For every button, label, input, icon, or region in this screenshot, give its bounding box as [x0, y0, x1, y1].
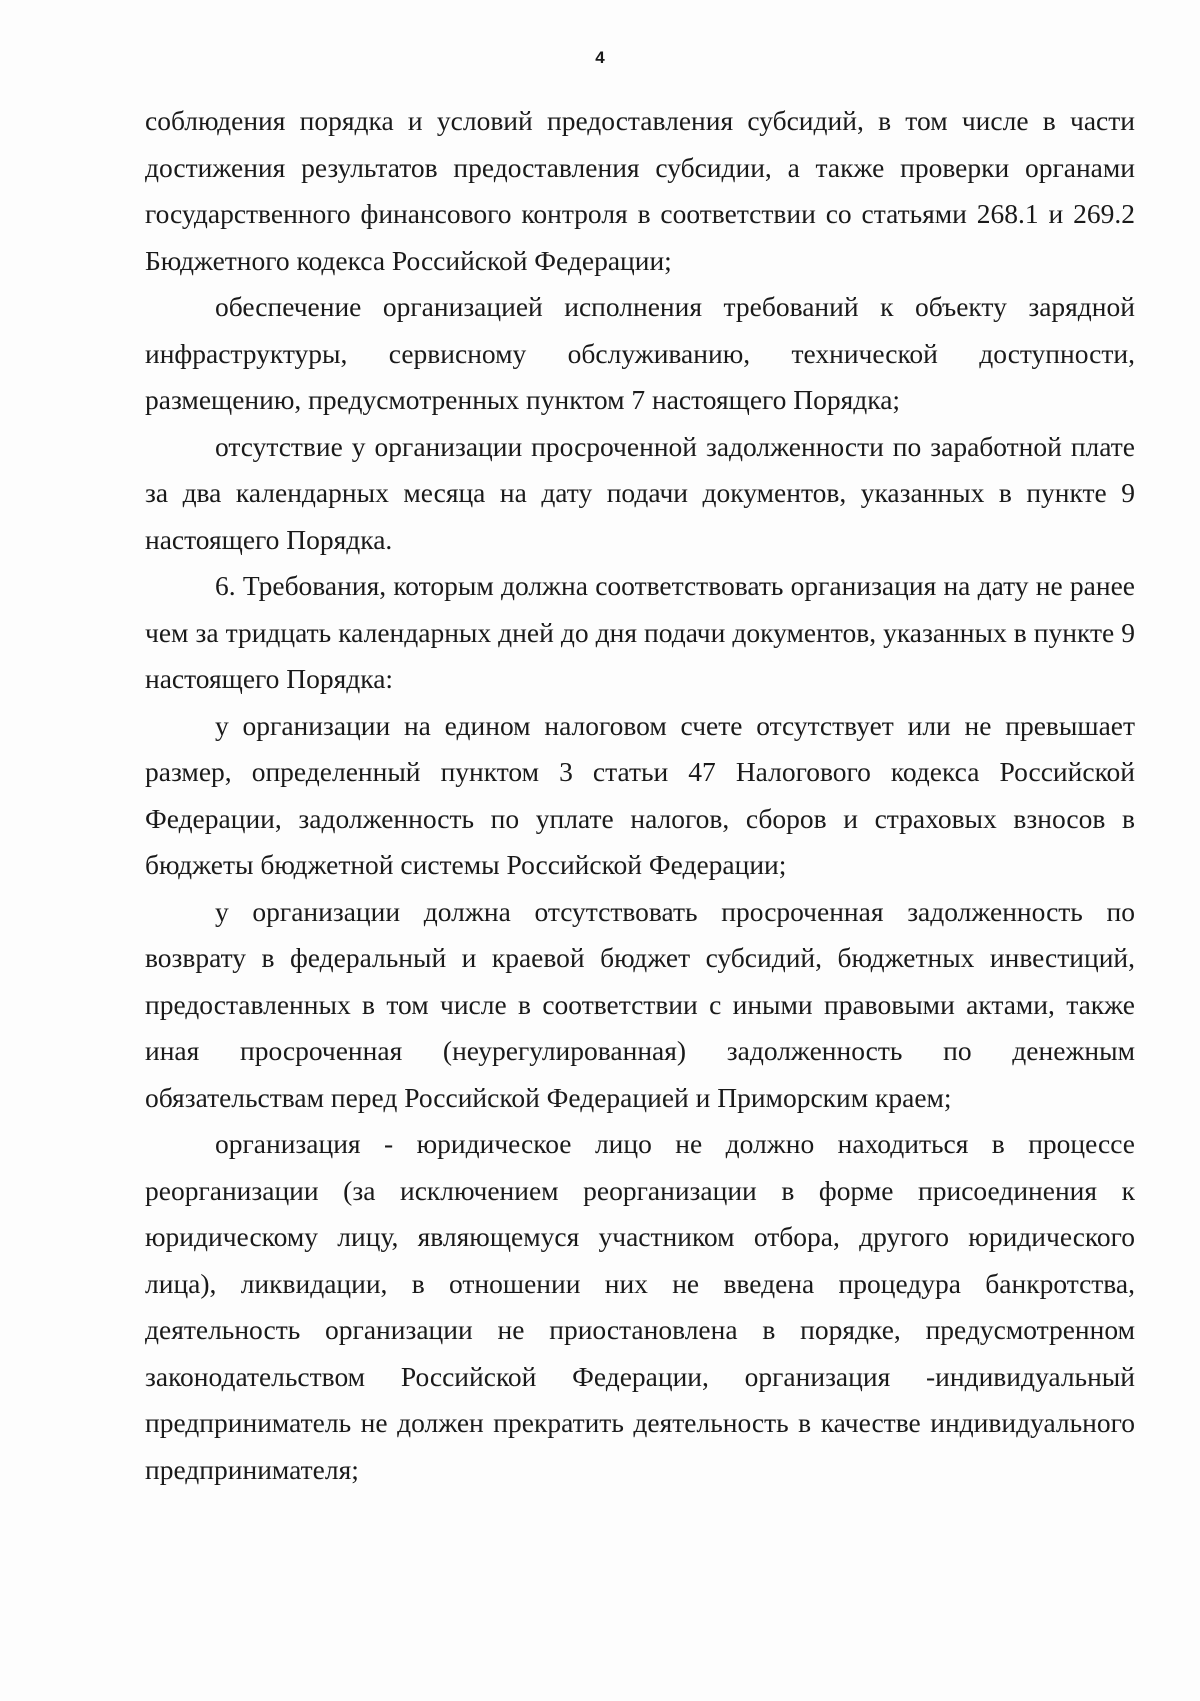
paragraph: у организации должна отсутствовать просроченная задолженность по возврату в федеральный и краевой бюджет субсидий, бюджетных инвестиций, предоставленных в том числе в соответствии с иными правовыми актами, также иная просроченная (неурегулированная) задолженность по денежным обязательствам перед Российской Федерацией и Приморским краем;: [145, 895, 1135, 1113]
paragraph: 6. Требования, которым должна соответствовать организация на дату не ранее чем за тридцать календарных дней до дня подачи документов, указанных в пункте 9 настоящего Порядка:: [145, 570, 1135, 694]
paragraph: отсутствие у организации просроченной задолженности по заработной плате за два календарных месяца на дату подачи документов, указанных в пункте 9 настоящего Порядка.: [145, 430, 1135, 555]
paragraph: организация - юридическое лицо не должно находиться в процессе реорганизации (за исключением реорганизации в форме присоединения к юридическому лицу, являющемуся участником отбора, другого юридического лица), ликвидации, в отношении них не введена процедура банкротства, деятельность организации не приостановлена в порядке, предусмотренном законодательством Российской Федерации, организация -индивидуальный предприниматель не должен прекратить деятельность в качестве индивидуального предпринимателя;: [145, 1128, 1135, 1485]
paragraph: у организации на едином налоговом счете отсутствует или не превышает размер, определенный пунктом 3 статьи 47 Налогового кодекса Российской Федерации, задолженность по уплате налогов, сборов и страховых взносов в бюджеты бюджетной системы Российской Федерации;: [145, 709, 1135, 880]
page-number: 4: [595, 48, 605, 67]
paragraph: соблюдения порядка и условий предоставления субсидий, в том числе в части достижения результатов предоставления субсидии, а также проверки органами государственного финансового контроля в соответствии со статьями 268.1 и 269.2 Бюджетного кодекса Российской Федерации;: [145, 105, 1135, 276]
document-body: [145, 98, 1135, 1493]
paragraph: обеспечение организацией исполнения требований к объекту зарядной инфраструктуры, сервисному обслуживанию, технической доступности, размещению, предусмотренных пунктом 7 настоящего Порядка;: [145, 291, 1135, 415]
